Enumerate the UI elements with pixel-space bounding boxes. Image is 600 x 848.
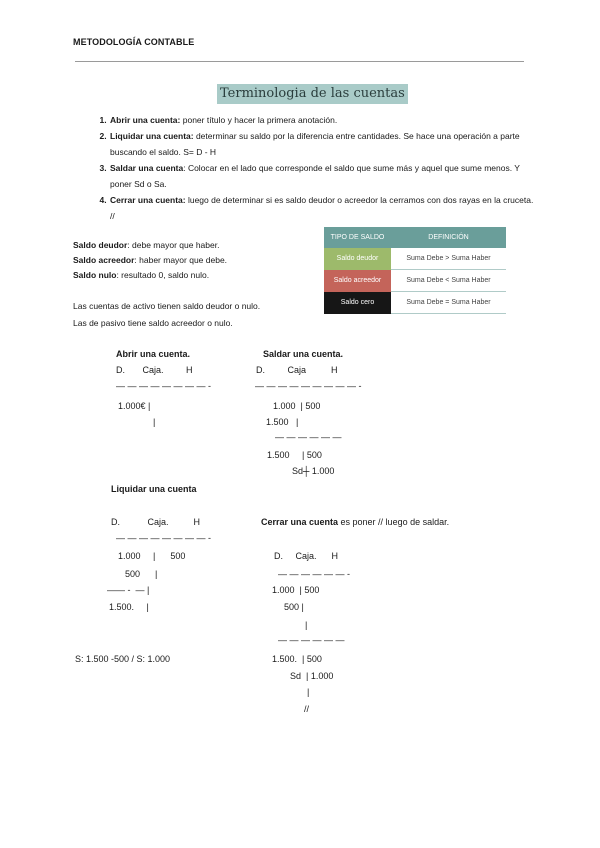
step-term: Abrir una cuenta:: [110, 115, 181, 125]
table-row: [324, 292, 506, 314]
example-saldar-header: D. Caja H: [256, 365, 338, 375]
saldo-definition-cell: Suma Debe < Suma Haber: [391, 270, 506, 292]
example-saldar-entry: 1.000 | 500: [273, 401, 321, 411]
example-liquidar-entry: 1.500. |: [109, 602, 149, 612]
example-saldar-title: Saldar una cuenta.: [263, 349, 344, 359]
definition-term: Saldo acreedor: [73, 255, 135, 265]
example-abrir-entry: |: [153, 417, 156, 427]
terminology-list: [92, 112, 537, 224]
definition-term: Saldo deudor: [73, 240, 128, 250]
step-text: luego de determinar si es saldo deudor o acreedor la cerramos con dos rayas en la cruceta. //: [110, 195, 534, 221]
step-text: poner título y hacer la primera anotación.: [180, 115, 338, 125]
document-header: METODOLOGÍA CONTABLE: [73, 37, 195, 47]
list-item: [109, 112, 537, 128]
example-cerrar-header: D. Caja. H: [274, 551, 339, 561]
example-cerrar-entry: 1.500. | 500: [272, 654, 322, 664]
example-abrir-title: Abrir una cuenta.: [116, 349, 191, 359]
saldo-type-cell: Saldo cero: [324, 292, 391, 314]
table-header-row: [324, 227, 506, 248]
account-notes: [73, 298, 260, 332]
example-liquidar-entry: 1.000 | 500: [118, 551, 186, 561]
saldo-definition-cell: Suma Debe = Suma Haber: [391, 292, 506, 314]
example-liquidar-result: S: 1.500 -500 / S: 1.000: [75, 654, 171, 664]
example-liquidar-line: — — — — — — — — -: [116, 533, 212, 543]
example-liquidar-entry: —— - — |: [107, 585, 150, 595]
list-item: [109, 160, 537, 192]
note-line: Las de pasivo tiene saldo acreedor o nulo.: [73, 318, 233, 328]
example-cerrar-term: Cerrar una cuenta: [261, 517, 339, 527]
step-term: Cerrar una cuenta:: [110, 195, 186, 205]
step-term: Liquidar una cuenta:: [110, 131, 194, 141]
definition-text: : debe mayor que haber.: [127, 240, 220, 250]
example-saldar-entry: Sd┼ 1.000: [292, 466, 335, 476]
definition-term: Saldo nulo: [73, 270, 117, 280]
column-header: TIPO DE SALDO: [324, 227, 391, 248]
table-row: [324, 248, 506, 270]
step-text: determinar su saldo por la diferencia entre cantidades. Se hace una operación a parte buscando el saldo. S= D - H: [110, 131, 520, 157]
example-liquidar-header: D. Caja. H: [111, 517, 201, 527]
example-saldar-line: — — — — — — — — — -: [255, 381, 362, 391]
table-row: [324, 270, 506, 292]
example-saldar-line: — — — — — —: [275, 432, 342, 442]
example-saldar-entry: 1.500 |: [266, 417, 299, 427]
example-cerrar-entry: //: [304, 704, 310, 714]
saldo-type-cell: Saldo deudor: [324, 248, 391, 270]
example-abrir-header: D. Caja. H: [116, 365, 193, 375]
header-divider: [75, 61, 524, 62]
saldo-type-cell: Saldo acreedor: [324, 270, 391, 292]
example-cerrar-entry: 500 |: [284, 602, 304, 612]
definition-line: [73, 268, 227, 283]
definition-text: : resultado 0, saldo nulo.: [116, 270, 210, 280]
example-liquidar-title: Liquidar una cuenta: [111, 484, 197, 494]
saldo-definition-cell: Suma Debe > Suma Haber: [391, 248, 506, 270]
example-cerrar-entry: |: [307, 687, 310, 697]
example-cerrar-text: es poner // luego de saldar.: [338, 517, 450, 527]
example-cerrar-entry: |: [305, 620, 308, 630]
saldo-definitions: [73, 238, 227, 283]
definition-text: : haber mayor que debe.: [134, 255, 228, 265]
example-abrir-entry: 1.000€ |: [118, 401, 151, 411]
example-cerrar-entry: 1.000 | 500: [272, 585, 320, 595]
step-text: : Colocar en el lado que corresponde el saldo que sume más y aquel que sume menos. Y poner Sd o Sa.: [110, 163, 520, 189]
example-cerrar-line: — — — — — —: [278, 635, 345, 645]
list-item: [109, 128, 537, 160]
note-line: Las cuentas de activo tienen saldo deudor o nulo.: [73, 301, 261, 311]
section-title: Terminologia de las cuentas: [217, 84, 408, 104]
definition-line: [73, 238, 227, 253]
step-term: Saldar una cuenta: [110, 163, 184, 173]
example-saldar-entry: 1.500 | 500: [267, 450, 322, 460]
saldo-types-table: [324, 227, 506, 314]
example-liquidar-entry: 500 |: [125, 569, 158, 579]
example-cerrar-title: [261, 516, 449, 528]
example-cerrar-line: — — — — — — -: [278, 569, 350, 579]
example-abrir-line: — — — — — — — — -: [116, 381, 212, 391]
definition-line: [73, 253, 227, 268]
example-cerrar-entry: Sd | 1.000: [290, 671, 334, 681]
column-header: DEFINICIÓN: [391, 227, 506, 248]
list-item: [109, 192, 537, 224]
